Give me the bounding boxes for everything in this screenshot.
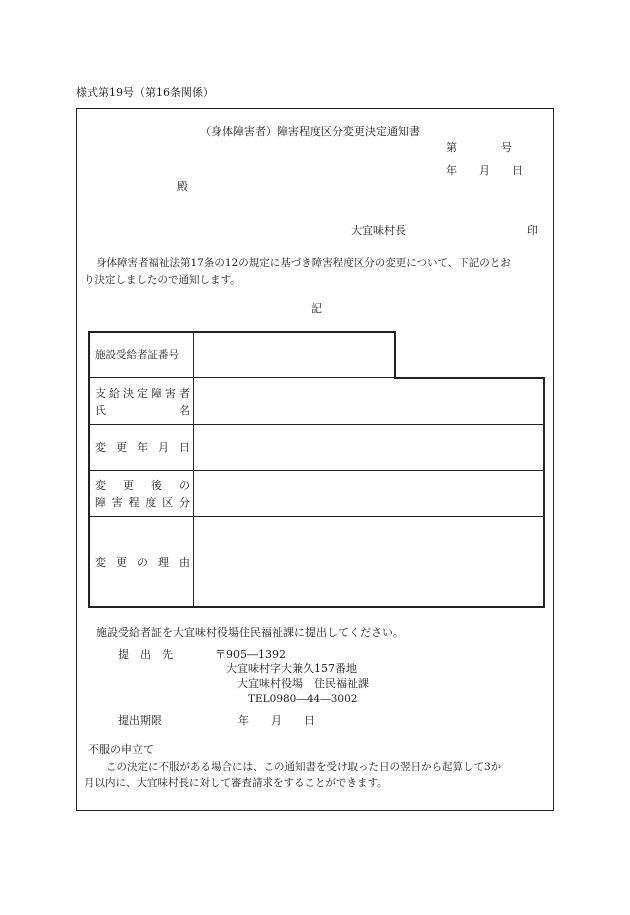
label-new-class-line-2: 障 害 程 度 区 分 (95, 496, 190, 509)
seal-mark: 印 (527, 224, 538, 237)
number-field: 第 号 (446, 141, 512, 154)
label-new-class-line-1: 変 更 後 の (95, 479, 190, 492)
label-reason: 変 更 の 理 由 (95, 556, 190, 569)
ki-heading: 記 (311, 302, 322, 315)
submit-to-label: 提 出 先 (118, 648, 173, 661)
label-certificate-number: 施設受給者証番号 (95, 349, 179, 361)
deadline-date: 年 月 日 (238, 714, 315, 727)
objection-title: 不服の申立て (88, 743, 154, 756)
label-recipient-line-1: 支 給 決 定 障 害 者 (95, 387, 190, 400)
office-address: 大宜味村字大兼久157番地 (226, 662, 357, 675)
submit-instruction: 施設受給者証を大宜味村役場住民福祉課に提出してください。 (96, 626, 404, 639)
document-title: （身体障害者）障害程度区分変更決定通知書 (200, 125, 420, 138)
addressee-suffix: 殿 (177, 180, 188, 193)
body-text-line-1: 身体障害者福祉法第17条の12の規定に基づき障害程度区分の変更について、下記のとお (96, 257, 511, 269)
objection-text-line-2: 月以内に、大宜味村長に対して審査請求をすることができます。 (84, 777, 388, 789)
label-recipient-line-2: 氏 名 (95, 404, 190, 417)
label-change-date: 変 更 年 月 日 (95, 441, 190, 454)
office-name: 大宜味村役場 住民福祉課 (237, 677, 369, 690)
postal-code: 〒905―1392 (215, 648, 286, 661)
issuer-name: 大宜味村長 (351, 224, 406, 237)
office-phone: TEL0980―44―3002 (248, 693, 358, 705)
form-number: 様式第19号（第16条関係） (76, 86, 214, 99)
objection-text-line-1: この決定に不服がある場合には、この通知書を受け取った日の翌日から起算して3か (106, 761, 502, 773)
date-field: 年 月 日 (446, 164, 523, 177)
deadline-label: 提出期限 (118, 714, 162, 727)
body-text-line-2: り決定しましたので通知します。 (84, 274, 241, 286)
